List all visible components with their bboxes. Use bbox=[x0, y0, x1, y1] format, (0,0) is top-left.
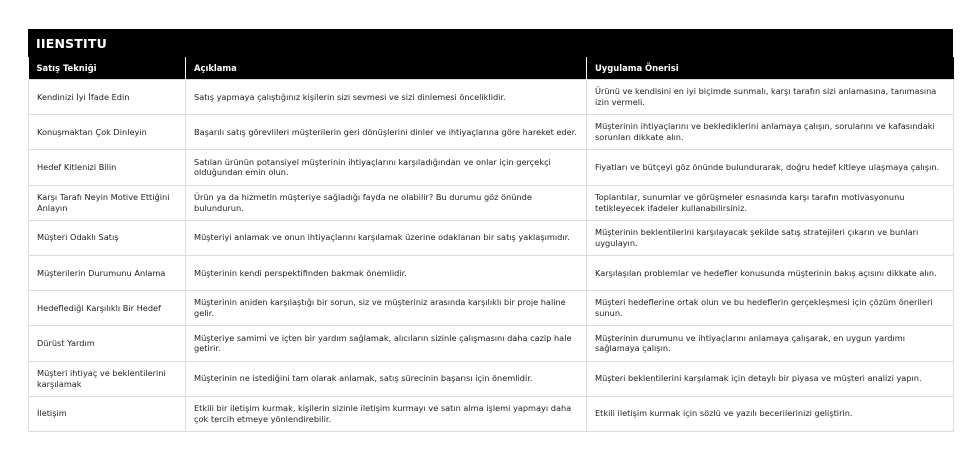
header-suggestion: Uygulama Önerisi bbox=[587, 57, 954, 80]
table-row bbox=[29, 291, 954, 326]
brand-title: IIENSTITU bbox=[28, 29, 953, 57]
suggestion-cell: Toplantılar, sunumlar ve görüşmeler esnasında karşı tarafın motivasyonunu tetikleyecek ifadeler kullanabilirsiniz. bbox=[587, 185, 954, 220]
description-cell: Müşterinin ne istediğini tam olarak anlamak, satış sürecinin başarısı için önemlidir. bbox=[186, 361, 587, 396]
technique-cell: Müşteri ihtiyaç ve beklentilerini karşılamak bbox=[29, 361, 186, 396]
table-container bbox=[28, 29, 953, 432]
description-cell: Müşterinin aniden karşılaştığı bir sorun, siz ve müşteriniz arasında karşılıklı bir proje haline gelir. bbox=[186, 291, 587, 326]
header-row bbox=[29, 57, 954, 80]
table-row bbox=[29, 115, 954, 150]
technique-cell: Hedeflediği Karşılıklı Bir Hedef bbox=[29, 291, 186, 326]
sales-techniques-table bbox=[28, 57, 954, 432]
table-row bbox=[29, 326, 954, 361]
description-cell: Etkili bir iletişim kurmak, kişilerin sizinle iletişim kurmayı ve satın alma işlemi yapmayı daha çok tercih etmeye yönlendirebilir. bbox=[186, 396, 587, 431]
header-description: Açıklama bbox=[186, 57, 587, 80]
technique-cell: Dürüst Yardım bbox=[29, 326, 186, 361]
technique-cell: Kendinizi İyi İfade Edin bbox=[29, 80, 186, 115]
table-row bbox=[29, 150, 954, 185]
technique-cell: Hedef Kitlenizi Bilin bbox=[29, 150, 186, 185]
suggestion-cell: Müşteri beklentilerini karşılamak için detaylı bir piyasa ve müşteri analizi yapın. bbox=[587, 361, 954, 396]
suggestion-cell: Etkili iletişim kurmak için sözlü ve yazılı becerilerinizi geliştirin. bbox=[587, 396, 954, 431]
description-cell: Müşterinin kendi perspektifinden bakmak önemlidir. bbox=[186, 255, 587, 290]
suggestion-cell: Müşterinin beklentilerini karşılayacak şekilde satış stratejileri çıkarın ve bunları uygulayın. bbox=[587, 220, 954, 255]
description-cell: Müşteriye samimi ve içten bir yardım sağlamak, alıcıların sizinle çalışmasını daha cazip hale getirir. bbox=[186, 326, 587, 361]
table-row bbox=[29, 361, 954, 396]
description-cell: Satılan ürünün potansiyel müşterinin ihtiyaçlarını karşıladığından ve onlar için gerçekçi olduğundan emin olun. bbox=[186, 150, 587, 185]
suggestion-cell: Ürünü ve kendisini en iyi biçimde sunmalı, karşı tarafın sizi anlamasına, tanımasına izin vermeli. bbox=[587, 80, 954, 115]
table-row bbox=[29, 255, 954, 290]
suggestion-cell: Karşılaşılan problemlar ve hedefler konusunda müşterinin bakış açısını dikkate alın. bbox=[587, 255, 954, 290]
technique-cell: Konuşmaktan Çok Dinleyin bbox=[29, 115, 186, 150]
table-row bbox=[29, 185, 954, 220]
table-row bbox=[29, 220, 954, 255]
technique-cell: Müşterilerin Durumunu Anlama bbox=[29, 255, 186, 290]
description-cell: Müşteriyi anlamak ve onun ihtiyaçlarını karşılamak üzerine odaklanan bir satış yaklaşımıdır. bbox=[186, 220, 587, 255]
table-row bbox=[29, 80, 954, 115]
suggestion-cell: Fiyatları ve bütçeyi göz önünde bulundurarak, doğru hedef kitleye ulaşmaya çalışın. bbox=[587, 150, 954, 185]
suggestion-cell: Müşteri hedeflerine ortak olun ve bu hedeflerin gerçekleşmesi için çözüm önerileri sunun. bbox=[587, 291, 954, 326]
description-cell: Başarılı satış görevlileri müşterilerin geri dönüşlerini dinler ve ihtiyaçlarına göre hareket eder. bbox=[186, 115, 587, 150]
suggestion-cell: Müşterinin ihtiyaçlarını ve beklediklerini anlamaya çalışın, sorularını ve kafasındaki sorunları dikkate alın. bbox=[587, 115, 954, 150]
table-row bbox=[29, 396, 954, 431]
technique-cell: Müşteri Odaklı Satış bbox=[29, 220, 186, 255]
technique-cell: İletişim bbox=[29, 396, 186, 431]
suggestion-cell: Müşterinin durumunu ve ihtiyaçlarını anlamaya çalışarak, en uygun yardımı sağlamaya çalışın. bbox=[587, 326, 954, 361]
description-cell: Ürün ya da hizmetin müşteriye sağladığı fayda ne olabilir? Bu durumu göz önünde bulundurun. bbox=[186, 185, 587, 220]
header-technique: Satış Tekniği bbox=[29, 57, 186, 80]
description-cell: Satış yapmaya çalıştığınız kişilerin sizi sevmesi ve sizi dinlemesi önceliklidir. bbox=[186, 80, 587, 115]
technique-cell: Karşı Tarafı Neyin Motive Ettiğini Anlayın bbox=[29, 185, 186, 220]
